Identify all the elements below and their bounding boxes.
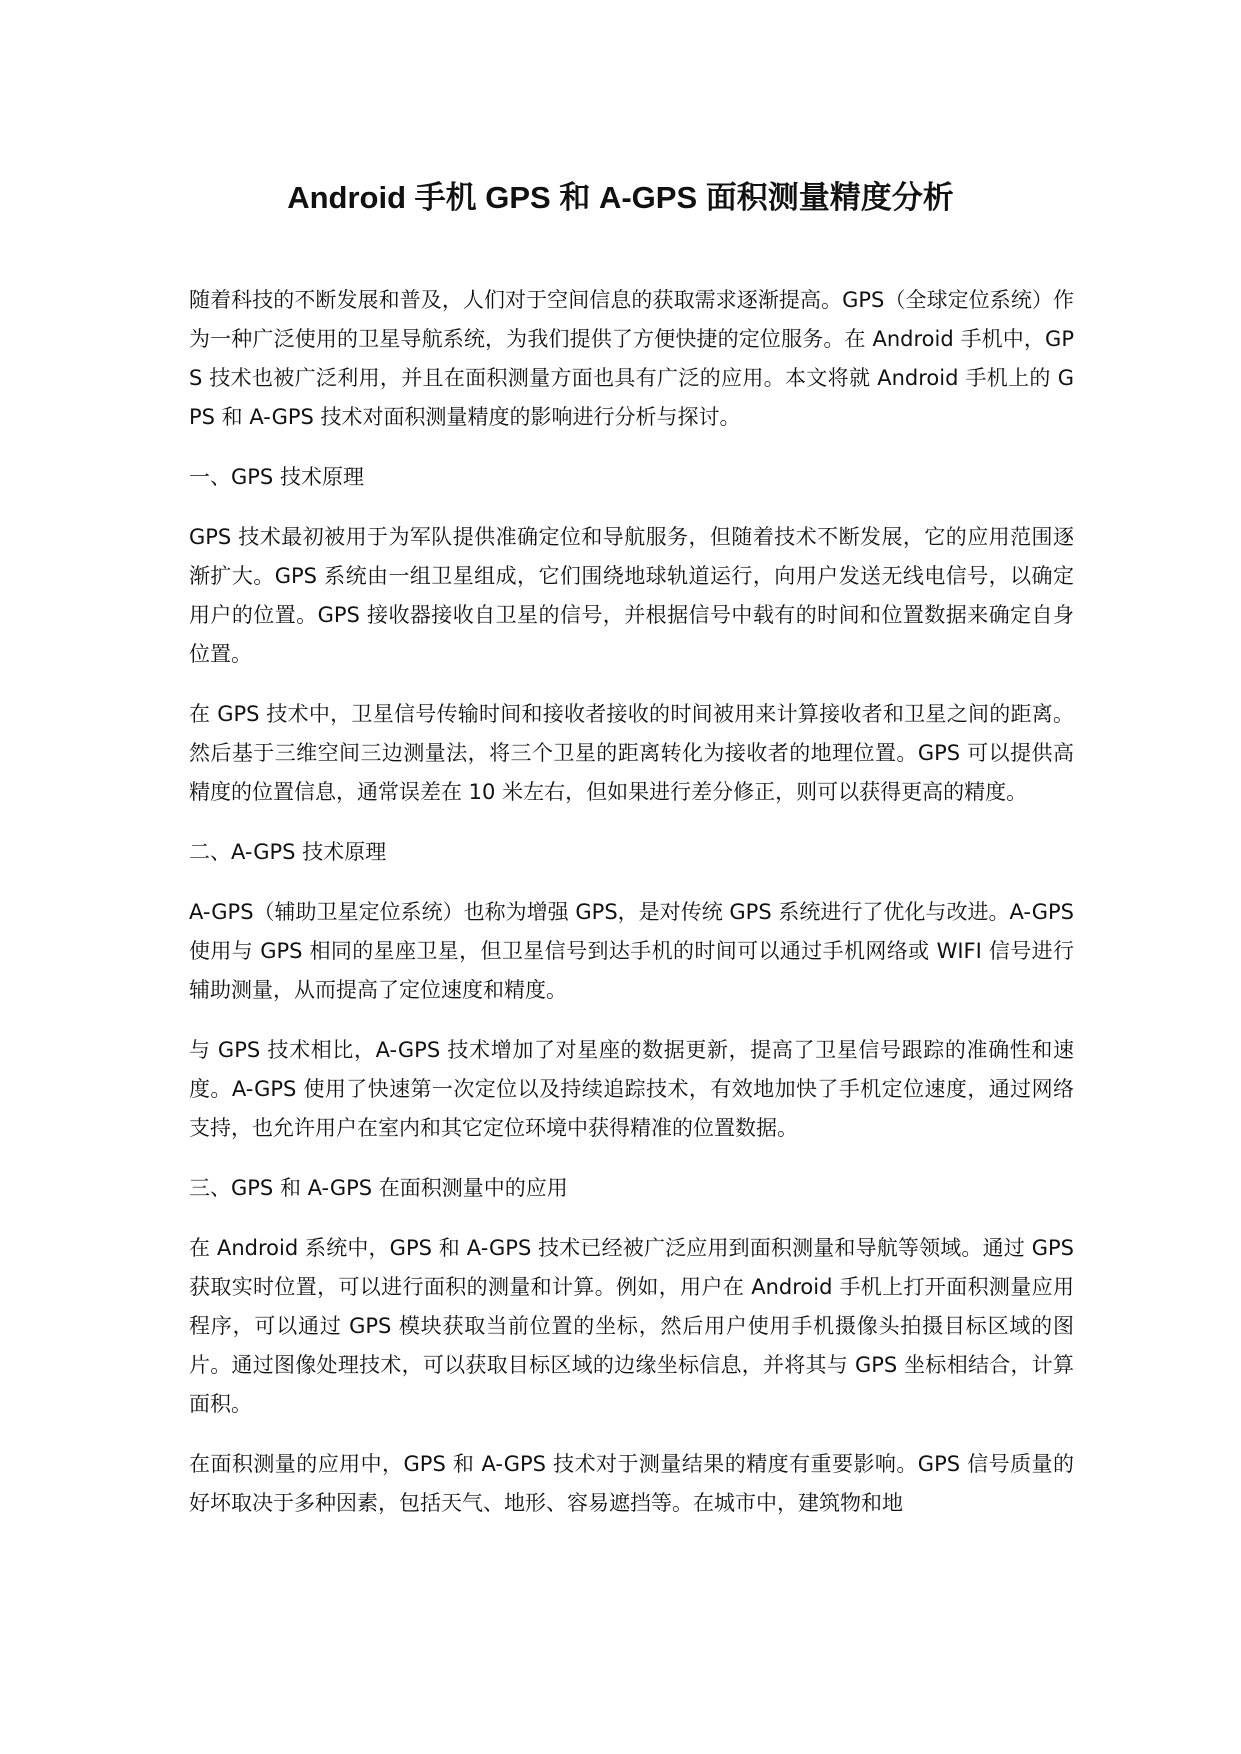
document-body <box>189 281 1074 1544</box>
paragraph-agps-compare: 与 GPS 技术相比，A-GPS 技术增加了对星座的数据更新，提高了卫星信号跟踪的准确性和速度。A-GPS 使用了快速第一次定位以及持续追踪技术，有效地加快了手机定位速度，通过网络支持，也允许用户在室内和其它定位环境中获得精准的位置数据。 <box>189 1038 1074 1140</box>
paragraph-application-accuracy: 在面积测量的应用中，GPS 和 A-GPS 技术对于测量结果的精度有重要影响。GPS 信号质量的好坏取决于多种因素，包括天气、地形、容易遮挡等。在城市中，建筑物和地 <box>189 1452 1074 1515</box>
section-heading-application: 三、GPS 和 A-GPS 在面积测量中的应用 <box>189 1176 568 1200</box>
paragraph-application-android: 在 Android 系统中，GPS 和 A-GPS 技术已经被广泛应用到面积测量和导航等领域。通过 GPS 获取实时位置，可以进行面积的测量和计算。例如，用户在 Android 手机上打开面积测量应用程序，可以通过 GPS 模块获取当前位置的坐标，然后用户使用手机摄像头拍摄目标区域的图片。通过图像处理技术，可以获取目标区域的边缘坐标信息，并将其与 GPS 坐标相结合，计算面积。 <box>189 1236 1074 1416</box>
paragraph-gps-history: GPS 技术最初被用于为军队提供准确定位和导航服务，但随着技术不断发展，它的应用范围逐渐扩大。GPS 系统由一组卫星组成，它们围绕地球轨道运行，向用户发送无线电信号，以确定用户的位置。GPS 接收器接收自卫星的信号，并根据信号中载有的时间和位置数据来确定自身位置。 <box>189 525 1074 666</box>
section-heading-agps: 二、A-GPS 技术原理 <box>189 840 387 864</box>
paragraph-agps-intro: A-GPS（辅助卫星定位系统）也称为增强 GPS，是对传统 GPS 系统进行了优化与改进。A-GPS 使用与 GPS 相同的星座卫星，但卫星信号到达手机的时间可以通过手机网络或 WIFI 信号进行辅助测量，从而提高了定位速度和精度。 <box>189 900 1074 1002</box>
paragraph-gps-ranging: 在 GPS 技术中，卫星信号传输时间和接收者接收的时间被用来计算接收者和卫星之间的距离。然后基于三维空间三边测量法，将三个卫星的距离转化为接收者的地理位置。GPS 可以提供高精度的位置信息，通常误差在 10 米左右，但如果进行差分修正，则可以获得更高的精度。 <box>189 702 1074 804</box>
document-title: Android 手机 GPS 和 A-GPS 面积测量精度分析 <box>287 180 954 215</box>
paragraph-intro: 随着科技的不断发展和普及，人们对于空间信息的获取需求逐渐提高。GPS（全球定位系统）作为一种广泛使用的卫星导航系统，为我们提供了方便快捷的定位服务。在 Android 手机中，GPS 技术也被广泛利用，并且在面积测量方面也具有广泛的应用。本文将就 Android 手机上的 GPS 和 A-GPS 技术对面积测量精度的影响进行分析与探讨。 <box>189 288 1074 429</box>
section-heading-gps: 一、GPS 技术原理 <box>189 465 364 489</box>
